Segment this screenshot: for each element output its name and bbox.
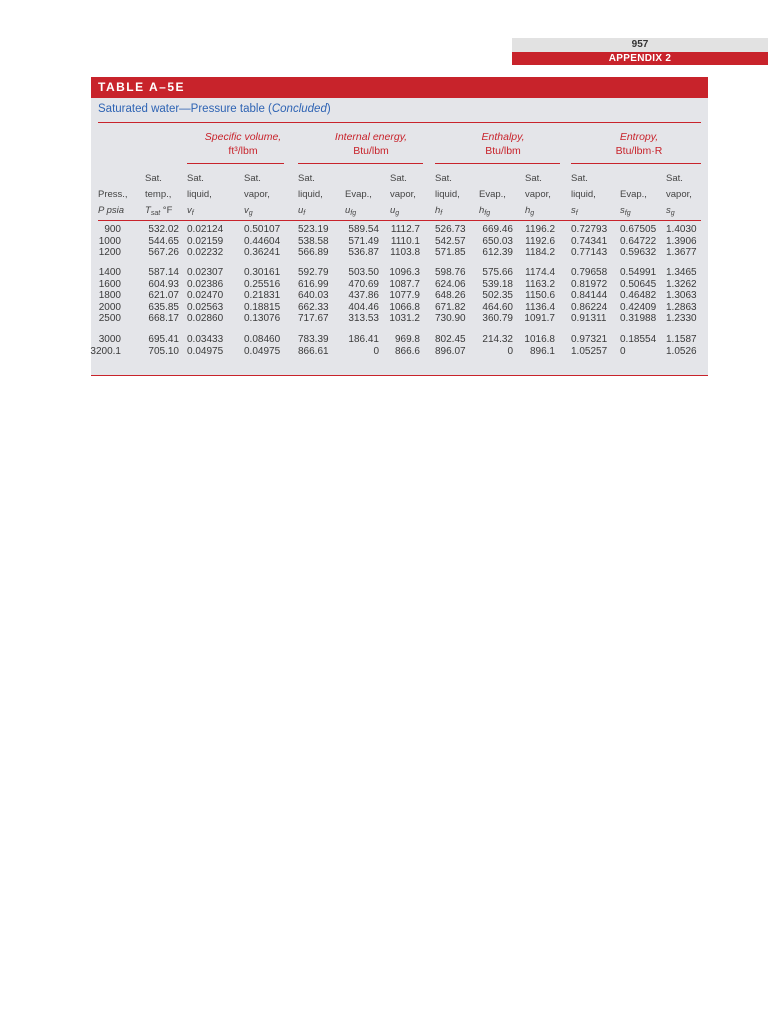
column-header-line2: vapor,	[390, 189, 416, 200]
symbol-subscript: g	[395, 210, 400, 217]
table-row	[91, 236, 708, 248]
symbol: v	[244, 205, 249, 216]
table-cell: 0.81972	[571, 278, 608, 290]
column-header	[620, 171, 647, 222]
table-cell: 1000	[98, 235, 121, 247]
column-header-line2: liquid,	[298, 189, 323, 200]
table-cell: 0	[507, 345, 513, 357]
table-cell: 1.3465	[666, 267, 697, 278]
table-cell: 0.30161	[244, 267, 281, 278]
table-cell: 0.97321	[571, 334, 608, 345]
symbol: v	[187, 205, 192, 216]
table-cell: 502.35	[482, 290, 513, 302]
table-cell: 1087.7	[389, 278, 420, 290]
symbol: s	[620, 205, 625, 216]
column-header-line1: Sat.	[525, 173, 542, 184]
column-header-line1: Sat.	[390, 173, 407, 184]
symbol-subscript: f	[191, 210, 194, 217]
table-cell: 404.46	[348, 301, 379, 313]
table-cell: 1091.7	[524, 313, 555, 325]
table-cell: 1016.8	[524, 334, 555, 345]
table-cell: 896.1	[529, 345, 555, 357]
table-cell: 1163.2	[525, 278, 555, 290]
table-row	[91, 247, 708, 259]
table-cell: 1.3063	[666, 290, 697, 302]
table-cell: 0.74341	[571, 235, 608, 247]
table-cell: 717.67	[298, 313, 329, 325]
table-cell: 0.25516	[244, 278, 281, 290]
table-cell: 635.85	[148, 301, 179, 313]
table-cell: 3000	[98, 334, 121, 345]
table-cell: 0.50645	[620, 278, 657, 290]
table-cell: 0.31988	[620, 313, 657, 325]
table-cell: 0.84144	[571, 290, 608, 302]
table-cell: 612.39	[482, 247, 513, 259]
column-header-line2: Press.,	[98, 189, 128, 200]
table-cell: 544.65	[148, 235, 179, 247]
column-header	[571, 171, 596, 222]
table-cell: 969.8	[394, 334, 420, 345]
table-row	[91, 279, 708, 291]
table-cell: 0.77143	[571, 247, 608, 259]
column-header-line2: liquid,	[435, 189, 460, 200]
table-cell: 0.02307	[187, 267, 224, 278]
table-cell: 0.79658	[571, 267, 608, 278]
table-cell: 0.86224	[571, 301, 608, 313]
table-cell: 0.46482	[620, 290, 657, 302]
table-cell: 669.46	[482, 224, 513, 235]
column-header-line1: Sat.	[187, 173, 204, 184]
table-row	[91, 302, 708, 314]
subtitle-main: Saturated water—Pressure table (	[98, 103, 272, 115]
table-cell: 0.54991	[620, 267, 657, 278]
column-header	[479, 171, 506, 222]
table-cell: 1103.8	[390, 247, 420, 259]
table-cell: 616.99	[298, 278, 329, 290]
table-cell: 0.44604	[244, 235, 281, 247]
symbol: s	[666, 205, 671, 216]
column-header	[98, 171, 128, 219]
column-header-line1: Sat.	[435, 173, 452, 184]
table-cell: 1110.1	[390, 235, 420, 247]
symbol-subscript: fg	[624, 210, 631, 217]
table-cell: 313.53	[348, 313, 379, 325]
table-cell: 0.91311	[571, 313, 607, 325]
column-header	[435, 171, 460, 222]
column-header-line2: Evap.,	[345, 189, 372, 200]
group-name: Specific volume,	[204, 131, 282, 143]
symbol: u	[390, 205, 396, 216]
column-header-line2: vapor,	[525, 189, 551, 200]
table-cell: 1077.9	[389, 290, 420, 302]
table-cell: 1.3677	[666, 247, 697, 259]
table-cell: 592.79	[298, 267, 329, 278]
column-header-line1: Sat.	[244, 173, 261, 184]
column-header	[345, 171, 372, 222]
table-row	[91, 267, 708, 279]
symbol-subscript: fg	[484, 210, 491, 217]
table-cell: 671.82	[435, 301, 466, 313]
table-cell: 589.54	[348, 224, 379, 235]
table-label: TABLE A–5E	[91, 77, 708, 98]
table-cell: 640.03	[298, 290, 329, 302]
column-header-line2: vapor,	[666, 189, 692, 200]
table-cell: 214.32	[482, 334, 513, 345]
table-cell: 0.04975	[244, 345, 281, 357]
group-heading-enthalpy	[433, 130, 573, 158]
table-cell: 1136.4	[525, 301, 555, 313]
symbol: h	[435, 205, 441, 216]
table-cell: 1196.2	[525, 224, 555, 235]
table-cell: 1.05257	[571, 345, 608, 357]
table-cell: 1.2863	[666, 301, 697, 313]
symbol-subscript: g	[248, 210, 253, 217]
table-cell: 1.1587	[666, 334, 697, 345]
table-cell: 0.02159	[187, 235, 224, 247]
column-header-line1: Sat.	[298, 173, 315, 184]
table-cell: 598.76	[435, 267, 466, 278]
table-cell: 0.02124	[187, 224, 224, 235]
group-rule-entropy	[571, 163, 701, 164]
table-cell: 567.26	[148, 247, 179, 259]
group-heading-entropy	[569, 130, 709, 158]
symbol: u	[345, 205, 351, 216]
table-cell: 0.02386	[187, 278, 224, 290]
column-header	[244, 171, 270, 222]
group-heading-specific-volume	[187, 130, 299, 158]
symbol-subscript: f	[575, 210, 578, 217]
subtitle-end: )	[326, 103, 331, 115]
column-header-line2: liquid,	[571, 189, 596, 200]
table-cell: 571.85	[435, 247, 466, 259]
table-cell: 437.86	[348, 290, 379, 302]
table-cell: 0.36241	[244, 247, 281, 259]
table-cell: 866.6	[394, 345, 420, 357]
column-header-line2: liquid,	[187, 189, 212, 200]
table-cell: 1.0526	[666, 345, 697, 357]
table-cell: 536.87	[348, 247, 379, 259]
column-header	[666, 171, 692, 222]
column-header	[298, 171, 323, 222]
column-header-line1	[345, 171, 372, 187]
table-cell: 0.67505	[620, 224, 657, 235]
table-cell: 1.3906	[666, 235, 697, 247]
group-heading-internal-energy	[296, 130, 446, 158]
table-cell: 186.41	[348, 334, 379, 345]
table-cell: 1066.8	[389, 301, 420, 313]
table-cell: 539.18	[482, 278, 513, 290]
table-cell: 0.18815	[244, 301, 281, 313]
table-cell: 0.02563	[187, 301, 224, 313]
table-row	[91, 313, 708, 325]
column-header	[525, 171, 551, 222]
table-cell: 802.45	[435, 334, 466, 345]
table-cell: 0.59632	[620, 247, 657, 259]
column-header-line2: Evap.,	[620, 189, 647, 200]
table-cell: 668.17	[148, 313, 179, 325]
column-header-line1: Sat.	[571, 173, 588, 184]
table-cell: 0.13076	[244, 313, 281, 325]
table-cell: 1.4030	[666, 224, 697, 235]
column-header	[390, 171, 416, 222]
symbol: u	[298, 205, 304, 216]
table-cell: 2500	[98, 313, 121, 325]
table-cell: 1184.2	[525, 247, 555, 259]
column-header-line2: vapor,	[244, 189, 270, 200]
table-cell: 1600	[98, 278, 121, 290]
table-cell: 900	[104, 224, 121, 235]
symbol-subscript: g	[530, 210, 535, 217]
subtitle-rule	[98, 122, 701, 123]
table-cell: 0.03433	[187, 334, 224, 345]
table-cell: 0.02232	[187, 247, 224, 259]
table-cell: 1200	[98, 247, 121, 259]
table-cell: 648.26	[435, 290, 466, 302]
table-cell: 783.39	[298, 334, 329, 345]
table-cell: 0.50107	[244, 224, 281, 235]
table-cell: 866.61	[298, 345, 329, 357]
table-cell: 0.08460	[244, 334, 281, 345]
table-cell: 1174.4	[525, 267, 555, 278]
group-unit: Btu/lbm·R	[615, 145, 663, 157]
table-subtitle	[98, 103, 331, 115]
table-cell: 896.07	[435, 345, 466, 357]
symbol: T	[145, 205, 151, 216]
header-rule	[98, 220, 701, 221]
symbol-subscript: g	[670, 210, 675, 217]
table-cell: 1150.6	[525, 290, 555, 302]
group-rule-specific-volume	[187, 163, 284, 164]
table-cell: 532.02	[148, 224, 179, 235]
table-cell: 0	[620, 345, 626, 357]
table-cell: 1096.3	[389, 267, 420, 278]
table-cell: 1.3262	[666, 278, 697, 290]
symbol-subscript: f	[303, 210, 306, 217]
property-table	[91, 77, 708, 376]
group-rule-enthalpy	[435, 163, 560, 164]
table-cell: 650.03	[482, 235, 513, 247]
table-cell: 464.60	[482, 301, 513, 313]
table-cell: 523.19	[298, 224, 329, 235]
group-unit: Btu/lbm	[485, 145, 521, 157]
table-cell: 1400	[98, 267, 121, 278]
table-row	[91, 290, 708, 302]
table-cell: 705.10	[148, 345, 179, 357]
table-cell: 0.21831	[244, 290, 281, 302]
group-unit: ft³/lbm	[228, 145, 258, 157]
group-name: Enthalpy,	[481, 131, 525, 143]
table-cell: 730.90	[435, 313, 466, 325]
symbol: h	[479, 205, 485, 216]
column-header-line2: temp.,	[145, 189, 172, 200]
table-cell: 1800	[98, 290, 121, 302]
column-header-line1	[98, 171, 128, 187]
table-cell: 0.42409	[620, 301, 657, 313]
table-cell: 575.66	[482, 267, 513, 278]
table-cell: 503.50	[348, 267, 379, 278]
table-cell: 526.73	[435, 224, 466, 235]
subtitle-italic: Concluded	[271, 103, 327, 115]
table-cell: 0.64722	[620, 235, 657, 247]
table-cell: 1.2330	[666, 313, 697, 325]
table-cell: 3200.1	[90, 345, 121, 357]
column-header	[145, 171, 172, 222]
table-cell: 1031.2	[389, 313, 420, 325]
table-cell: 542.57	[435, 235, 466, 247]
table-cell: 538.58	[298, 235, 329, 247]
symbol: h	[525, 205, 531, 216]
group-name: Internal energy,	[334, 131, 408, 143]
table-cell: 604.93	[148, 278, 179, 290]
table-cell: 571.49	[348, 235, 379, 247]
table-cell: 621.07	[148, 290, 179, 302]
table-cell: 0.04975	[187, 345, 224, 357]
table-cell: 662.33	[298, 301, 329, 313]
table-cell: 0.02860	[187, 313, 224, 325]
column-header-line1: Sat.	[145, 173, 162, 184]
symbol-suffix: °F	[160, 205, 173, 216]
page-number: 957	[512, 38, 768, 52]
table-cell: 624.06	[435, 278, 466, 290]
symbol-subscript: f	[440, 210, 443, 217]
column-header	[187, 171, 212, 222]
table-cell: 0	[373, 345, 379, 357]
table-cell: 0.72793	[571, 224, 608, 235]
table-cell: 470.69	[348, 278, 379, 290]
column-header-line1	[620, 171, 647, 187]
table-cell: 0.18554	[620, 334, 657, 345]
group-name: Entropy,	[619, 131, 659, 143]
appendix-label: APPENDIX 2	[512, 52, 768, 65]
table-row	[91, 334, 708, 346]
group-unit: Btu/lbm	[353, 145, 389, 157]
symbol-subscript: sat	[150, 210, 161, 217]
table-cell: 2000	[98, 301, 121, 313]
group-rule-internal-energy	[298, 163, 423, 164]
symbol-subscript: fg	[350, 210, 357, 217]
column-header-symbol	[98, 203, 128, 219]
table-cell: 1112.7	[390, 224, 420, 235]
symbol: P psia	[98, 205, 125, 216]
column-header-line1: Sat.	[666, 173, 683, 184]
table-cell: 587.14	[148, 267, 179, 278]
table-cell: 566.89	[298, 247, 329, 259]
symbol: s	[571, 205, 576, 216]
table-cell: 0.02470	[187, 290, 224, 302]
table-cell: 360.79	[482, 313, 513, 325]
table-row	[91, 224, 708, 236]
table-cell: 695.41	[148, 334, 179, 345]
page-header-tab	[512, 38, 768, 65]
column-header-line2: Evap.,	[479, 189, 506, 200]
column-header-line1	[479, 171, 506, 187]
table-row	[91, 346, 708, 358]
table-cell: 1192.6	[525, 235, 555, 247]
